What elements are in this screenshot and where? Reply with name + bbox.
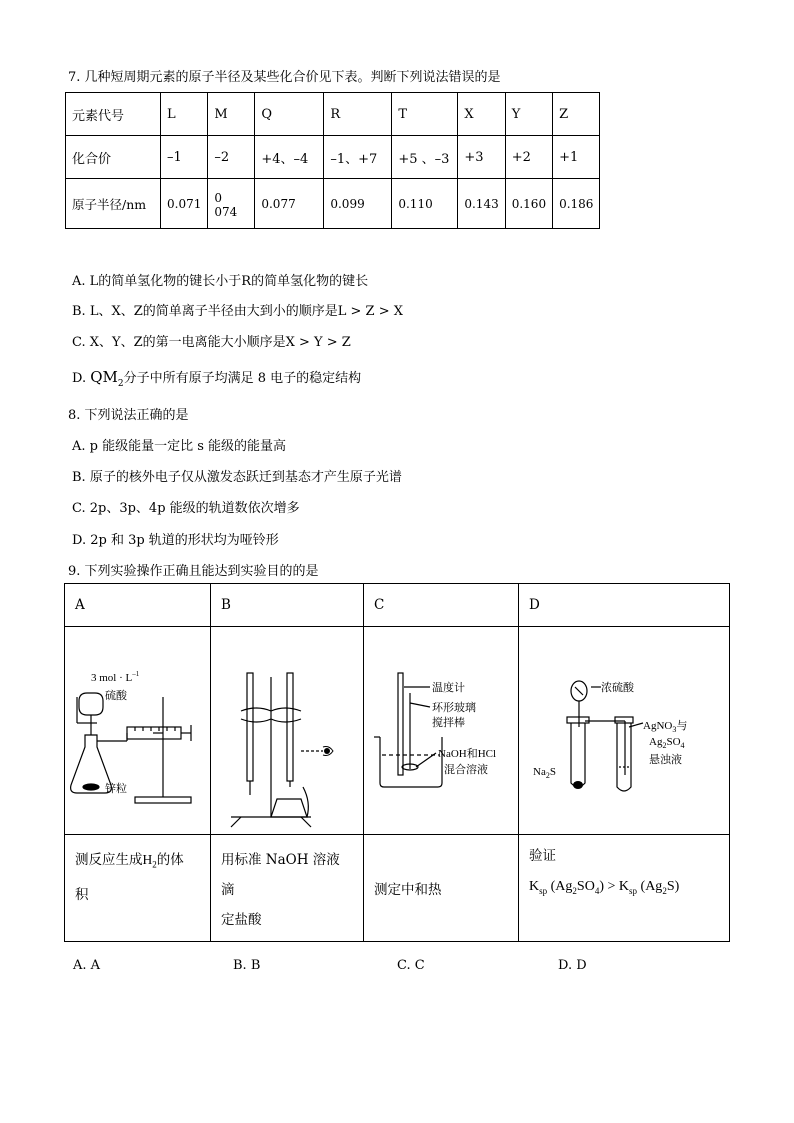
row-label-radius: 原子半径/nm <box>66 179 161 229</box>
valence-cell: –2 <box>208 136 255 179</box>
fig-a-zinc-label: 锌粒 <box>105 782 127 795</box>
q9-answer-a: A. A <box>73 958 101 973</box>
radius-cell: 0.071 <box>161 179 208 229</box>
purpose-b <box>211 835 364 942</box>
figure-d-cell <box>519 627 730 835</box>
fig-d-na2s-label: $Na_2S$ <box>533 766 556 780</box>
q8-option-d: D. 2p 和 3p 轨道的形状均为哑铃形 <box>72 533 279 548</box>
ksp-k-2: K <box>618 879 630 894</box>
radius-cell: 0.077 <box>255 179 324 229</box>
valence-cell: +5 、–3 <box>392 136 458 179</box>
purpose-d <box>519 835 730 942</box>
q9-stem: 9. 下列实验操作正确且能达到实验目的的是 <box>68 564 319 579</box>
q8-option-a: A. p 能级能量一定比 s 能级的能量高 <box>72 439 287 454</box>
symbol-cell: Q <box>255 93 324 136</box>
fig-d-suspension-label: 悬浊液 <box>649 753 682 766</box>
q7-stem: 7. 几种短周期元素的原子半径及某些化合价见下表。判断下列说法错误的是 <box>68 70 501 85</box>
fig-a-conc-label: 3 mol · $L^{-1}$ <box>91 670 140 684</box>
formula-main: QM <box>90 368 118 386</box>
fig-c-solution-label-2: 混合溶液 <box>444 763 488 776</box>
radius-cell: 0.143 <box>458 179 505 229</box>
purpose-a-text: 测反应生成 <box>75 852 143 868</box>
valence-cell: +4、–4 <box>255 136 324 179</box>
valence-cell: +2 <box>505 136 552 179</box>
ksp-k: K <box>529 879 540 894</box>
ksp-sub-2: sp <box>629 885 638 896</box>
formula-h-sub: 2 <box>152 859 157 870</box>
purpose-a <box>65 835 211 942</box>
valence-cell: +3 <box>458 136 505 179</box>
purpose-b-line1: 用标准 NaOH 溶液滴 <box>221 852 340 898</box>
col-header-b: B <box>211 584 364 627</box>
symbol-cell: T <box>392 93 458 136</box>
q7-option-a: A. L的简单氢化物的键长小于R的简单氢化物的键长 <box>72 274 369 289</box>
row-label-symbol: 元素代号 <box>66 93 161 136</box>
purpose-a-h2 <box>142 852 157 870</box>
q7-option-d <box>72 367 361 389</box>
symbol-cell: L <box>161 93 208 136</box>
fig-a-acid-label: 硫酸 <box>105 689 127 702</box>
purpose-b-line2: 定盐酸 <box>221 912 262 928</box>
purpose-a-line2: 积 <box>75 886 89 903</box>
valence-cell: –1、+7 <box>324 136 392 179</box>
q9-answer-d: D. D <box>558 958 587 973</box>
q8-option-b: B. 原子的核外电子仅从激发态跃迁到基态才产生原子光谱 <box>72 470 402 485</box>
q7-option-b: B. L、X、Z的简单离子半径由大到小的顺序是L > Z > X <box>72 304 403 319</box>
fig-c-solution-label-1: NaOH和HCl <box>438 748 497 760</box>
symbol-cell: R <box>324 93 392 136</box>
symbol-cell: Y <box>505 93 552 136</box>
gas-volume-apparatus-figure <box>65 627 210 834</box>
radius-cell: 0.160 <box>505 179 552 229</box>
fig-d-reagent-label-2: $Ag_2SO_4$ <box>649 736 685 750</box>
purpose-a-text-2: 的体 <box>156 852 184 868</box>
radius-cell: 0 074 <box>208 179 255 229</box>
q7-table <box>65 92 600 229</box>
fig-c-stirrer-label-2: 搅拌棒 <box>432 716 465 729</box>
gas-generation-figure <box>519 627 729 834</box>
fig-d-reagent-label-1: AgNO$_3$与 <box>643 719 688 734</box>
titration-figure <box>211 627 363 834</box>
q9-answer-b: B. B <box>233 958 261 973</box>
ksp-sub: sp <box>539 885 548 896</box>
q9-table <box>64 583 730 942</box>
symbol-cell: X <box>458 93 505 136</box>
symbol-cell: Z <box>553 93 600 136</box>
q7-option-d-prefix: D. <box>72 371 91 386</box>
fig-c-thermo-label: 温度计 <box>432 681 465 694</box>
valence-cell: +1 <box>553 136 600 179</box>
purpose-d-formula: $K_{sp}$ $(Ag_2SO_4) > K_{sp}$ $(Ag_2S)$ <box>529 879 680 896</box>
fig-d-acid-label: 浓硫酸 <box>601 681 634 694</box>
neutralization-heat-figure <box>364 627 518 834</box>
radius-cell: 0.099 <box>324 179 392 229</box>
formula-h: H <box>142 852 153 867</box>
col-header-c: C <box>364 584 519 627</box>
radius-cell: 0.186 <box>553 179 600 229</box>
q7-option-d-text: 分子中所有原子均满足 8 电子的稳定结构 <box>123 371 362 386</box>
radius-cell: 0.110 <box>392 179 458 229</box>
valence-cell: –1 <box>161 136 208 179</box>
symbol-cell: M <box>208 93 255 136</box>
q9-answer-c: C. C <box>397 958 425 973</box>
row-label-valence: 化合价 <box>66 136 161 179</box>
purpose-c: 测定中和热 <box>364 835 519 942</box>
figure-c-cell <box>364 627 519 835</box>
fig-c-stirrer-label-1: 环形玻璃 <box>432 701 476 714</box>
col-header-a: A <box>65 584 211 627</box>
q8-stem: 8. 下列说法正确的是 <box>68 408 189 423</box>
formula-sub: 2 <box>117 379 124 389</box>
purpose-d-line1: 验证 <box>529 848 556 864</box>
figure-a-cell <box>65 627 211 835</box>
col-header-d: D <box>519 584 730 627</box>
q7-option-c: C. X、Y、Z的第一电离能大小顺序是X > Y > Z <box>72 335 351 350</box>
figure-b-cell <box>211 627 364 835</box>
q8-option-c: C. 2p、3p、4p 能级的轨道数依次增多 <box>72 501 300 516</box>
formula-qm2 <box>90 368 124 389</box>
